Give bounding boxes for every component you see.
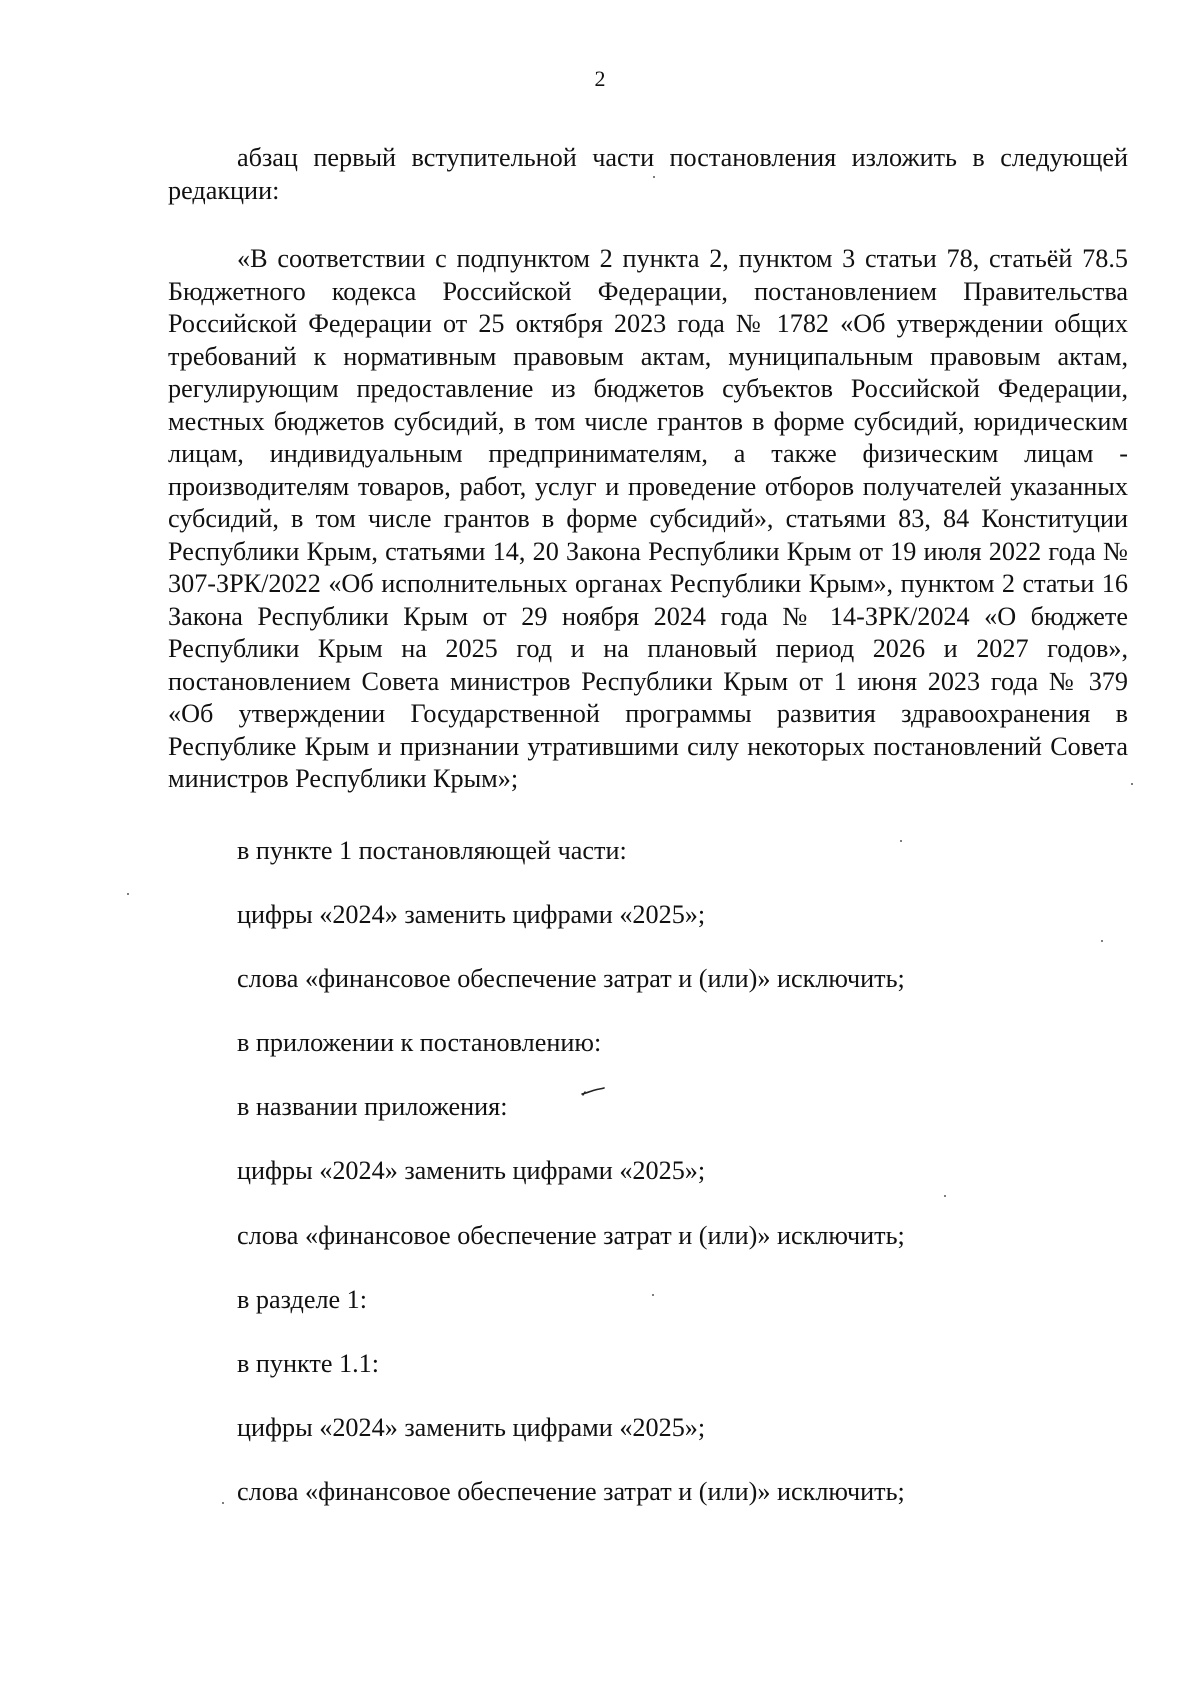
amendment-item: слова «финансовое обеспечение затрат и (или)» исключить; <box>237 1477 905 1507</box>
scan-speck <box>1101 940 1103 942</box>
scan-speck <box>944 1195 946 1197</box>
pen-mark-icon <box>581 1086 605 1096</box>
amendment-item: цифры «2024» заменить цифрами «2025»; <box>237 1413 706 1443</box>
amendment-item: слова «финансовое обеспечение затрат и (или)» исключить; <box>237 1220 905 1250</box>
scan-speck <box>653 176 655 178</box>
amendment-item: в названии приложения: <box>237 1092 508 1122</box>
scan-speck <box>127 893 129 895</box>
amendment-item: цифры «2024» заменить цифрами «2025»; <box>237 1156 706 1186</box>
amendment-item: цифры «2024» заменить цифрами «2025»; <box>237 899 706 929</box>
amendment-item: слова «финансовое обеспечение затрат и (или)» исключить; <box>237 963 905 993</box>
scan-speck <box>222 1502 224 1504</box>
amendment-item: в приложении к постановлению: <box>237 1028 602 1058</box>
amendment-item: в пункте 1 постановляющей части: <box>237 835 627 865</box>
scan-speck <box>900 840 902 842</box>
document-body <box>168 142 1128 1541</box>
page-number: 2 <box>594 66 606 91</box>
amendment-item: в пункте 1.1: <box>237 1349 380 1378</box>
amendment-item: в разделе 1: <box>237 1284 368 1314</box>
scan-speck <box>1131 783 1133 785</box>
quoted-preamble-paragraph: «В соответствии с подпунктом 2 пункта 2, пунктом 3 статьи 78, статьёй 78.5 Бюджетного кодекса Российской Федерации, постановлением Правительства Российской Федерации от 25 октября 2023 года № 1782 «Об утверждении общих требований к нормативным правовым актам, муниципальным правовым актам, регулирующим предоставление из бюджетов субъектов Российской Федерации, местных бюджетов субсидий, в том числе грантов в форме субсидий, юридическим лицам, индивидуальным предпринимателям, а также физическим лицам - производителям товаров, работ, услуг и проведение отборов получателей указанных субсидий, в том числе грантов в форме субсидий», статьями 83, 84 Конституции Республики Крым, статьями 14, 20 Закона Республики Крым от 19 июля 2022 года № 307-ЗРК/2022 «Об исполнительных органах Республики Крым», пунктом 2 статьи 16 Закона Республики Крым от 29 ноября 2024 года № 14-ЗРК/2024 «О бюджете Республики Крым на 2025 год и на плановый период 2026 и 2027 годов», постановлением Совета министров Республики Крым от 1 июня 2023 года № 379 «Об утверждении Государственной программы развития здравоохранения в Республике Крым и признании утратившими силу некоторых постановлений Совета министров Республики Крым»; <box>168 244 1128 793</box>
scan-speck <box>652 1294 654 1296</box>
intro-paragraph: абзац первый вступительной части постановления изложить в следующей редакции: <box>168 143 1128 205</box>
